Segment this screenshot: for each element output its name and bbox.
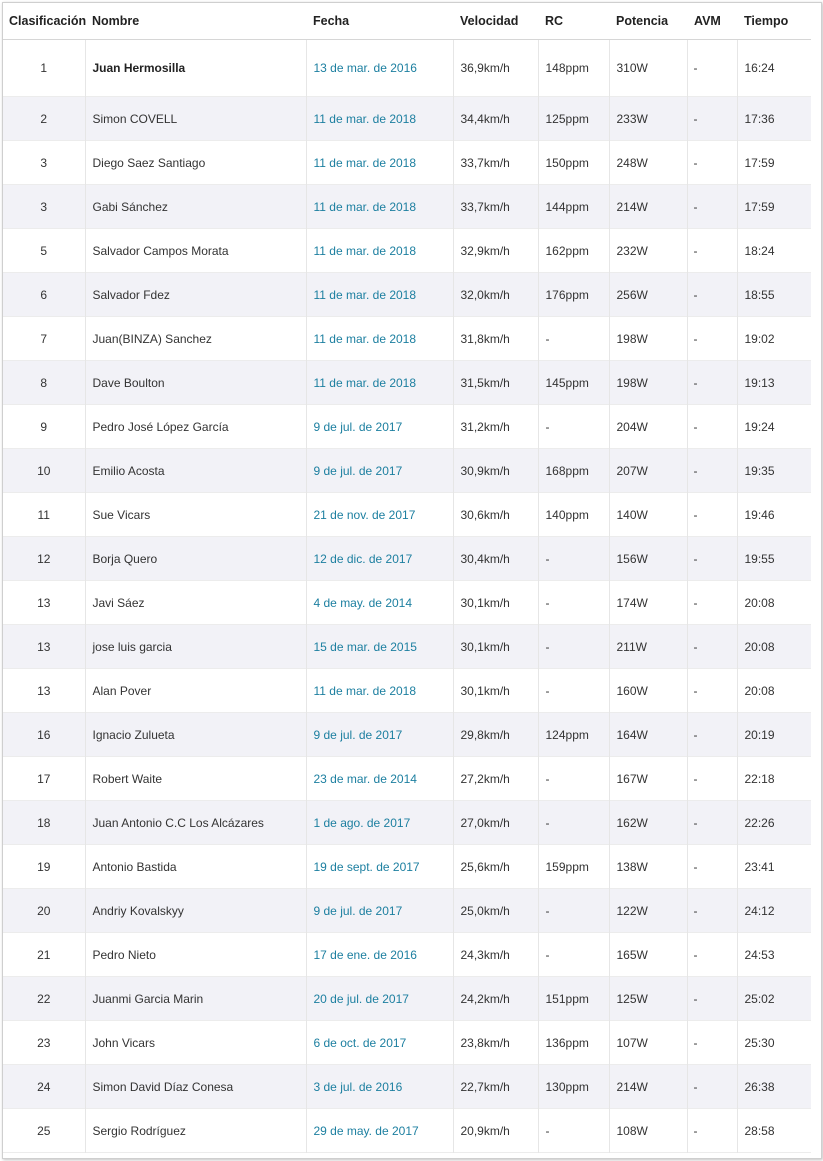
heart-rate-cell: - [538,537,609,581]
athlete-name-cell[interactable]: Dave Boulton [85,361,306,405]
heart-rate-cell: 144ppm [538,185,609,229]
avm-cell: - [687,405,737,449]
date-cell [306,405,453,449]
activity-date-link[interactable]: 19 de sept. de 2017 [313,859,420,874]
time-cell: 22:26 [737,801,811,845]
date-cell [306,933,453,977]
heart-rate-cell: 145ppm [538,361,609,405]
power-cell: 162W [609,801,687,845]
athlete-name-cell[interactable]: Emilio Acosta [85,449,306,493]
table-row[interactable] [3,1065,811,1109]
heart-rate-cell: 150ppm [538,141,609,185]
heart-rate-cell: 136ppm [538,1021,609,1065]
time-cell: 18:55 [737,273,811,317]
date-cell [306,889,453,933]
heart-rate-cell: 176ppm [538,273,609,317]
athlete-name-cell[interactable]: Andriy Kovalskyy [85,889,306,933]
column-header-heart-rate[interactable]: RC [538,3,609,40]
table-row[interactable] [3,273,811,317]
rank-cell: 22 [3,977,85,1021]
table-row[interactable] [3,845,811,889]
avm-cell: - [687,185,737,229]
heart-rate-cell: 124ppm [538,713,609,757]
rank-cell: 13 [3,625,85,669]
avm-cell: - [687,669,737,713]
heart-rate-cell: - [538,669,609,713]
speed-cell: 23,8km/h [453,1021,538,1065]
time-cell: 25:02 [737,977,811,1021]
power-cell: 198W [609,317,687,361]
heart-rate-cell: 140ppm [538,493,609,537]
date-cell [306,40,453,97]
time-cell: 20:08 [737,625,811,669]
rank-cell: 11 [3,493,85,537]
time-cell: 28:58 [737,1109,811,1153]
power-cell: 214W [609,1065,687,1109]
heart-rate-cell: 168ppm [538,449,609,493]
table-header [3,3,811,40]
heart-rate-cell: 125ppm [538,97,609,141]
rank-cell: 1 [3,40,85,97]
rank-cell: 2 [3,97,85,141]
speed-cell: 25,0km/h [453,889,538,933]
athlete-name-cell[interactable]: Juan(BINZA) Sanchez [85,317,306,361]
rank-cell: 13 [3,581,85,625]
time-cell: 19:13 [737,361,811,405]
athlete-name-cell[interactable]: Javi Sáez [85,581,306,625]
rank-cell: 7 [3,317,85,361]
activity-date-link[interactable]: 3 de jul. de 2016 [313,1079,403,1094]
column-header-rank[interactable]: Clasificación [3,3,85,40]
athlete-name-cell[interactable]: Borja Quero [85,537,306,581]
athlete-name-cell[interactable]: Salvador Campos Morata [85,229,306,273]
column-header-date[interactable]: Fecha [306,3,453,40]
rank-cell: 17 [3,757,85,801]
date-cell [306,1109,453,1153]
athlete-name-cell[interactable]: Pedro José López García [85,405,306,449]
avm-cell: - [687,141,737,185]
speed-cell: 30,9km/h [453,449,538,493]
time-cell: 17:59 [737,185,811,229]
column-header-name[interactable]: Nombre [85,3,306,40]
speed-cell: 25,6km/h [453,845,538,889]
table-row[interactable] [3,977,811,1021]
rank-cell: 9 [3,405,85,449]
power-cell: 156W [609,537,687,581]
leaderboard-panel [2,2,822,1159]
rank-cell: 5 [3,229,85,273]
power-cell: 138W [609,845,687,889]
heart-rate-cell: - [538,317,609,361]
avm-cell: - [687,977,737,1021]
power-cell: 174W [609,581,687,625]
date-cell [306,845,453,889]
rank-cell: 3 [3,185,85,229]
table-row[interactable] [3,317,811,361]
table-row[interactable] [3,889,811,933]
time-cell: 16:24 [737,40,811,97]
time-cell: 25:30 [737,1021,811,1065]
power-cell: 211W [609,625,687,669]
header-row [3,3,811,40]
athlete-name-cell[interactable]: Diego Saez Santiago [85,141,306,185]
heart-rate-cell: - [538,889,609,933]
athlete-name-cell[interactable]: Juan Antonio C.C Los Alcázares [85,801,306,845]
athlete-name-cell[interactable]: Robert Waite [85,757,306,801]
power-cell: 256W [609,273,687,317]
speed-cell: 30,1km/h [453,581,538,625]
date-cell [306,977,453,1021]
athlete-name-cell[interactable]: Pedro Nieto [85,933,306,977]
date-cell [306,801,453,845]
column-header-power[interactable]: Potencia [609,3,687,40]
table-row[interactable] [3,713,811,757]
date-cell [306,185,453,229]
date-cell [306,273,453,317]
time-cell: 23:41 [737,845,811,889]
time-cell: 22:18 [737,757,811,801]
power-cell: 108W [609,1109,687,1153]
date-cell [306,1065,453,1109]
activity-date-link[interactable]: 11 de mar. de 2018 [313,683,417,698]
heart-rate-cell: - [538,625,609,669]
activity-date-link[interactable]: 11 de mar. de 2018 [313,331,417,346]
time-cell: 18:24 [737,229,811,273]
table-row[interactable] [3,757,811,801]
date-cell [306,317,453,361]
athlete-name-cell[interactable]: Simon COVELL [85,97,306,141]
activity-date-link[interactable]: 11 de mar. de 2018 [313,155,417,170]
speed-cell: 31,5km/h [453,361,538,405]
date-cell [306,141,453,185]
power-cell: 233W [609,97,687,141]
speed-cell: 36,9km/h [453,40,538,97]
speed-cell: 30,1km/h [453,625,538,669]
avm-cell: - [687,449,737,493]
column-header-time[interactable]: Tiempo [737,3,811,40]
activity-date-link[interactable]: 20 de jul. de 2017 [313,991,409,1006]
table-row[interactable] [3,537,811,581]
activity-date-link[interactable]: 9 de jul. de 2017 [313,419,403,434]
avm-cell: - [687,493,737,537]
athlete-name-cell[interactable]: Juan Hermosilla [85,40,306,97]
table-body [3,40,811,1153]
activity-date-link[interactable]: 9 de jul. de 2017 [313,463,403,478]
power-cell: 204W [609,405,687,449]
time-cell: 19:24 [737,405,811,449]
date-cell [306,97,453,141]
rank-cell: 20 [3,889,85,933]
column-header-speed[interactable]: Velocidad [453,3,538,40]
speed-cell: 33,7km/h [453,185,538,229]
table-row[interactable] [3,1109,811,1153]
avm-cell: - [687,537,737,581]
rank-cell: 6 [3,273,85,317]
heart-rate-cell: - [538,757,609,801]
avm-cell: - [687,361,737,405]
avm-cell: - [687,889,737,933]
activity-date-link[interactable]: 11 de mar. de 2018 [313,375,417,390]
power-cell: 310W [609,40,687,97]
avm-cell: - [687,317,737,361]
avm-cell: - [687,845,737,889]
avm-cell: - [687,229,737,273]
time-cell: 17:36 [737,97,811,141]
activity-date-link[interactable]: 6 de oct. de 2017 [313,1035,407,1050]
activity-date-link[interactable]: 9 de jul. de 2017 [313,727,403,742]
speed-cell: 22,7km/h [453,1065,538,1109]
power-cell: 140W [609,493,687,537]
speed-cell: 20,9km/h [453,1109,538,1153]
athlete-name-cell[interactable]: Sue Vicars [85,493,306,537]
power-cell: 198W [609,361,687,405]
activity-date-link[interactable]: 11 de mar. de 2018 [313,111,417,126]
speed-cell: 30,1km/h [453,669,538,713]
avm-cell: - [687,1109,737,1153]
time-cell: 20:19 [737,713,811,757]
avm-cell: - [687,757,737,801]
table-row[interactable] [3,361,811,405]
speed-cell: 31,2km/h [453,405,538,449]
power-cell: 160W [609,669,687,713]
table-row[interactable] [3,449,811,493]
avm-cell: - [687,1065,737,1109]
heart-rate-cell: 162ppm [538,229,609,273]
power-cell: 232W [609,229,687,273]
speed-cell: 30,6km/h [453,493,538,537]
power-cell: 107W [609,1021,687,1065]
time-cell: 24:53 [737,933,811,977]
speed-cell: 24,3km/h [453,933,538,977]
rank-cell: 21 [3,933,85,977]
heart-rate-cell: - [538,581,609,625]
date-cell [306,537,453,581]
date-cell [306,361,453,405]
activity-date-link[interactable]: 9 de jul. de 2017 [313,903,403,918]
avm-cell: - [687,97,737,141]
date-cell [306,1021,453,1065]
athlete-name-cell[interactable]: Simon David Díaz Conesa [85,1065,306,1109]
heart-rate-cell: - [538,1109,609,1153]
power-cell: 214W [609,185,687,229]
activity-date-link[interactable]: 29 de may. de 2017 [313,1123,419,1138]
table-row[interactable] [3,97,811,141]
table-row[interactable] [3,933,811,977]
power-cell: 125W [609,977,687,1021]
date-cell [306,581,453,625]
time-cell: 19:55 [737,537,811,581]
athlete-name-cell[interactable]: Antonio Bastida [85,845,306,889]
athlete-name-cell[interactable]: Alan Pover [85,669,306,713]
rank-cell: 13 [3,669,85,713]
date-cell [306,229,453,273]
rank-cell: 24 [3,1065,85,1109]
avm-cell: - [687,713,737,757]
speed-cell: 29,8km/h [453,713,538,757]
time-cell: 26:38 [737,1065,811,1109]
athlete-name-cell[interactable]: jose luis garcia [85,625,306,669]
speed-cell: 31,8km/h [453,317,538,361]
activity-date-link[interactable]: 11 de mar. de 2018 [313,287,417,302]
table-row[interactable] [3,40,811,97]
leaderboard-table [3,3,811,1153]
table-row[interactable] [3,229,811,273]
power-cell: 122W [609,889,687,933]
speed-cell: 30,4km/h [453,537,538,581]
heart-rate-cell: - [538,933,609,977]
avm-cell: - [687,933,737,977]
heart-rate-cell: 151ppm [538,977,609,1021]
activity-date-link[interactable]: 17 de ene. de 2016 [313,947,417,962]
power-cell: 207W [609,449,687,493]
time-cell: 20:08 [737,581,811,625]
power-cell: 167W [609,757,687,801]
table-row[interactable] [3,493,811,537]
power-cell: 164W [609,713,687,757]
activity-date-link[interactable]: 23 de mar. de 2014 [313,771,417,786]
table-row[interactable] [3,1021,811,1065]
table-row[interactable] [3,801,811,845]
heart-rate-cell: - [538,801,609,845]
speed-cell: 34,4km/h [453,97,538,141]
heart-rate-cell: 148ppm [538,40,609,97]
time-cell: 17:59 [737,141,811,185]
athlete-name-cell[interactable]: Juanmi Garcia Marin [85,977,306,1021]
rank-cell: 10 [3,449,85,493]
date-cell [306,449,453,493]
table-row[interactable] [3,141,811,185]
speed-cell: 33,7km/h [453,141,538,185]
heart-rate-cell: - [538,405,609,449]
column-header-avm[interactable]: AVM [687,3,737,40]
time-cell: 19:46 [737,493,811,537]
athlete-name-cell[interactable]: Salvador Fdez [85,273,306,317]
rank-cell: 18 [3,801,85,845]
time-cell: 20:08 [737,669,811,713]
rank-cell: 8 [3,361,85,405]
date-cell [306,757,453,801]
activity-date-link[interactable]: 15 de mar. de 2015 [313,639,417,654]
date-cell [306,669,453,713]
activity-date-link[interactable]: 11 de mar. de 2018 [313,199,417,214]
date-cell [306,493,453,537]
time-cell: 24:12 [737,889,811,933]
table-row[interactable] [3,405,811,449]
speed-cell: 32,0km/h [453,273,538,317]
power-cell: 165W [609,933,687,977]
table-row[interactable] [3,625,811,669]
avm-cell: - [687,625,737,669]
activity-date-link[interactable]: 11 de mar. de 2018 [313,243,417,258]
athlete-name-cell[interactable]: Gabi Sánchez [85,185,306,229]
rank-cell: 25 [3,1109,85,1153]
avm-cell: - [687,1021,737,1065]
activity-date-link[interactable]: 13 de mar. de 2016 [313,61,417,75]
date-cell [306,625,453,669]
avm-cell: - [687,273,737,317]
speed-cell: 27,0km/h [453,801,538,845]
rank-cell: 3 [3,141,85,185]
speed-cell: 24,2km/h [453,977,538,1021]
time-cell: 19:35 [737,449,811,493]
speed-cell: 27,2km/h [453,757,538,801]
date-cell [306,713,453,757]
avm-cell: - [687,581,737,625]
heart-rate-cell: 130ppm [538,1065,609,1109]
rank-cell: 12 [3,537,85,581]
activity-date-link[interactable]: 4 de may. de 2014 [313,595,413,610]
rank-cell: 23 [3,1021,85,1065]
power-cell: 248W [609,141,687,185]
athlete-name-cell[interactable]: Ignacio Zulueta [85,713,306,757]
heart-rate-cell: 159ppm [538,845,609,889]
table-row[interactable] [3,185,811,229]
table-row[interactable] [3,669,811,713]
rank-cell: 16 [3,713,85,757]
athlete-name-cell[interactable]: John Vicars [85,1021,306,1065]
time-cell: 19:02 [737,317,811,361]
avm-cell: - [687,40,737,97]
speed-cell: 32,9km/h [453,229,538,273]
avm-cell: - [687,801,737,845]
activity-date-link[interactable]: 1 de ago. de 2017 [313,815,411,830]
athlete-name-cell[interactable]: Sergio Rodríguez [85,1109,306,1153]
activity-date-link[interactable]: 21 de nov. de 2017 [313,507,416,522]
activity-date-link[interactable]: 12 de dic. de 2017 [313,551,413,566]
rank-cell: 19 [3,845,85,889]
table-row[interactable] [3,581,811,625]
